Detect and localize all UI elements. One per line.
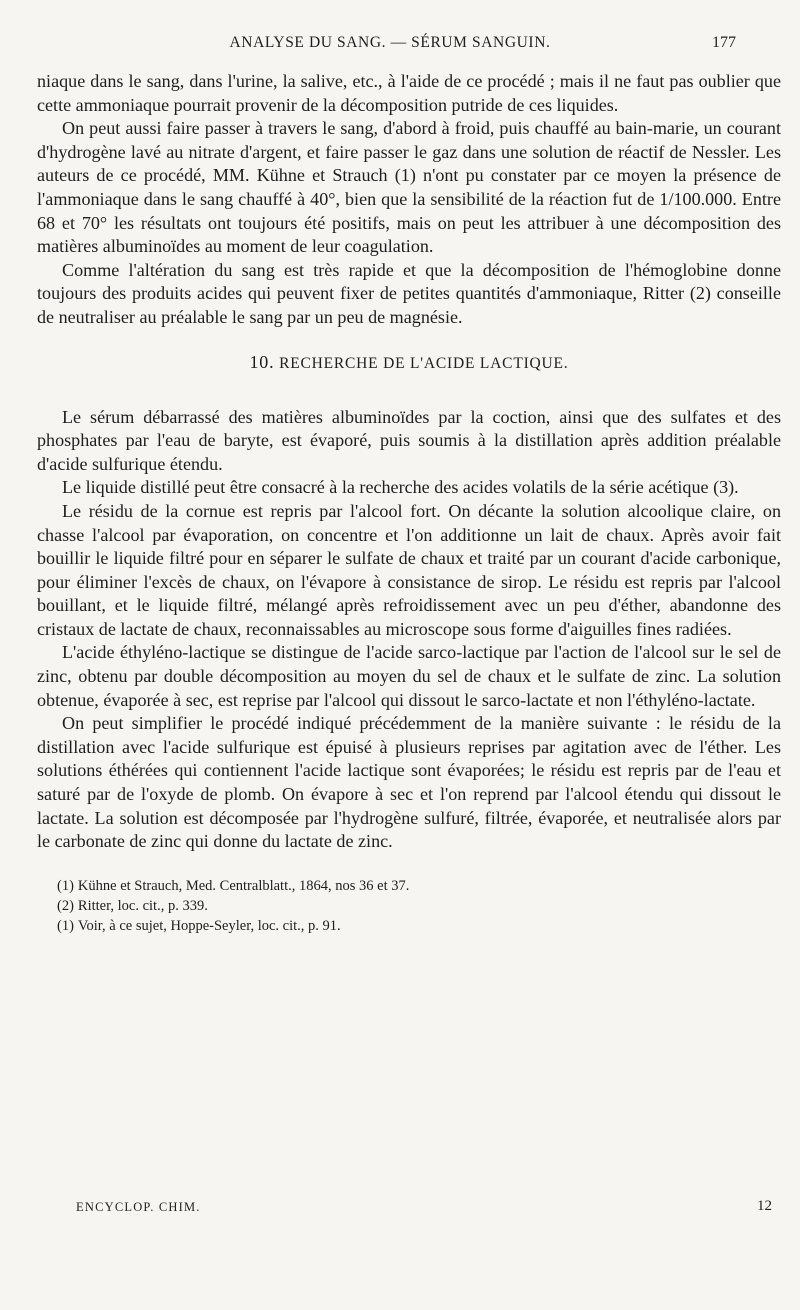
body-text xyxy=(37,70,781,936)
footnote xyxy=(57,876,781,896)
section-title: RECHERCHE DE L'ACIDE LACTIQUE. xyxy=(279,354,569,372)
paragraph: On peut simplifier le procédé indiqué précédemment de la manière suivante : le résidu de la distillation avec l'acide sulfurique est épuisé à plusieurs reprises par agitation avec de l'éther. Les solutions éthérées qui contiennent l'acide lactique sont évaporées; le résidu est repris par de l'eau et saturé par de l'oxyde de plomb. On évapore à sec et l'on reprend par l'alcool étendu qui dissout le lactate. La solution est décomposée par l'hydrogène sulfuré, filtrée, évaporée, et neutralisée alors par le carbonate de zinc qui donne du lactate de zinc. xyxy=(37,713,781,852)
page-number: 177 xyxy=(712,34,736,51)
running-title: ANALYSE DU SANG. — SÉRUM SANGUIN. xyxy=(229,34,551,51)
signature-line xyxy=(76,1200,772,1224)
section-number: 10. xyxy=(249,351,275,372)
paragraph: Le résidu de la cornue est repris par l'alcool fort. On décante la solution alcoolique claire, on chasse l'alcool par évaporation, on concentre et l'on additionne un lait de chaux. Après avoir fait bouillir le liquide filtré pour en séparer le sulfate de chaux et traité par un courant d'acide carbonique, pour éliminer l'excès de chaux, on l'évapore à consistance de sirop. Le résidu est repris par l'alcool bouillant, et le liquide filtré, mélangé après refroidissement avec un peu d'éther, abandonne des cristaux de lactate de chaux, reconnaissables au microscope sous forme d'aiguilles fines radiées. xyxy=(37,500,781,639)
footnote xyxy=(57,896,781,916)
paragraph-continued: niaque dans le sang, dans l'urine, la salive, etc., à l'aide de ce procédé ; mais il ne faut pas oublier que cette ammoniaque pourrait provenir de la décomposition putride de ces liquides. xyxy=(37,71,781,115)
footnotes xyxy=(37,876,781,936)
paragraph: L'acide éthyléno-lactique se distingue de l'acide sarco-lactique par l'action de l'alcool sur le sel de zinc, obtenu par double décomposition au moyen du sel de chaux et le sulfate de zinc. La solution obtenue, évaporée à sec, est reprise par l'alcool qui dissout le sarco-lactate et non l'éthyléno-lactate. xyxy=(37,642,781,710)
footnote-mark: (1) xyxy=(57,917,74,934)
footnote-text: Ritter, loc. cit., p. 339. xyxy=(77,897,208,914)
footnote xyxy=(57,916,781,936)
section-heading xyxy=(37,350,781,376)
signature-number: 12 xyxy=(757,1198,772,1214)
paragraph: On peut aussi faire passer à travers le sang, d'abord à froid, puis chauffé au bain-marie, un courant d'hydrogène lavé au nitrate d'argent, et faire passer le gaz dans une solution de réactif de Nessler. Les auteurs de ce procédé, MM. Kühne et Strauch (1) n'ont pu constater par ce moyen la présence de l'ammoniaque dans le sang chauffé à 40°, bien que la sensibilité de la réaction fut de 1/100.000. Entre 68 et 70° les résultats ont toujours été positifs, mais on peut les attribuer à une décomposition des matières albuminoïdes au moment de leur coagulation. xyxy=(37,118,781,257)
printer-signature: ENCYCLOP. CHIM. xyxy=(76,1200,201,1214)
paragraph: Le sérum débarrassé des matières albuminoïdes par la coction, ainsi que des sulfates et des phosphates par l'eau de baryte, est évaporé, puis soumis à la distillation après addition préalable d'acide sulfurique étendu. xyxy=(37,406,781,474)
footnote-text: Kühne et Strauch, Med. Centralblatt., 1864, nos 36 et 37. xyxy=(77,877,410,894)
paragraph: Le liquide distillé peut être consacré à la recherche des acides volatils de la série acétique (3). xyxy=(62,477,739,498)
running-head xyxy=(40,34,740,58)
footnote-mark: (1) xyxy=(57,877,74,894)
footnote-text: Voir, à ce sujet, Hoppe-Seyler, loc. cit., p. 91. xyxy=(77,917,341,934)
footnote-mark: (2) xyxy=(57,897,74,914)
paragraph: Comme l'altération du sang est très rapide et que la décomposition de l'hémoglobine donne toujours des produits acides qui peuvent fixer de petites quantités d'ammoniaque, Ritter (2) conseille de neutraliser au préalable le sang par un peu de magnésie. xyxy=(37,259,781,327)
